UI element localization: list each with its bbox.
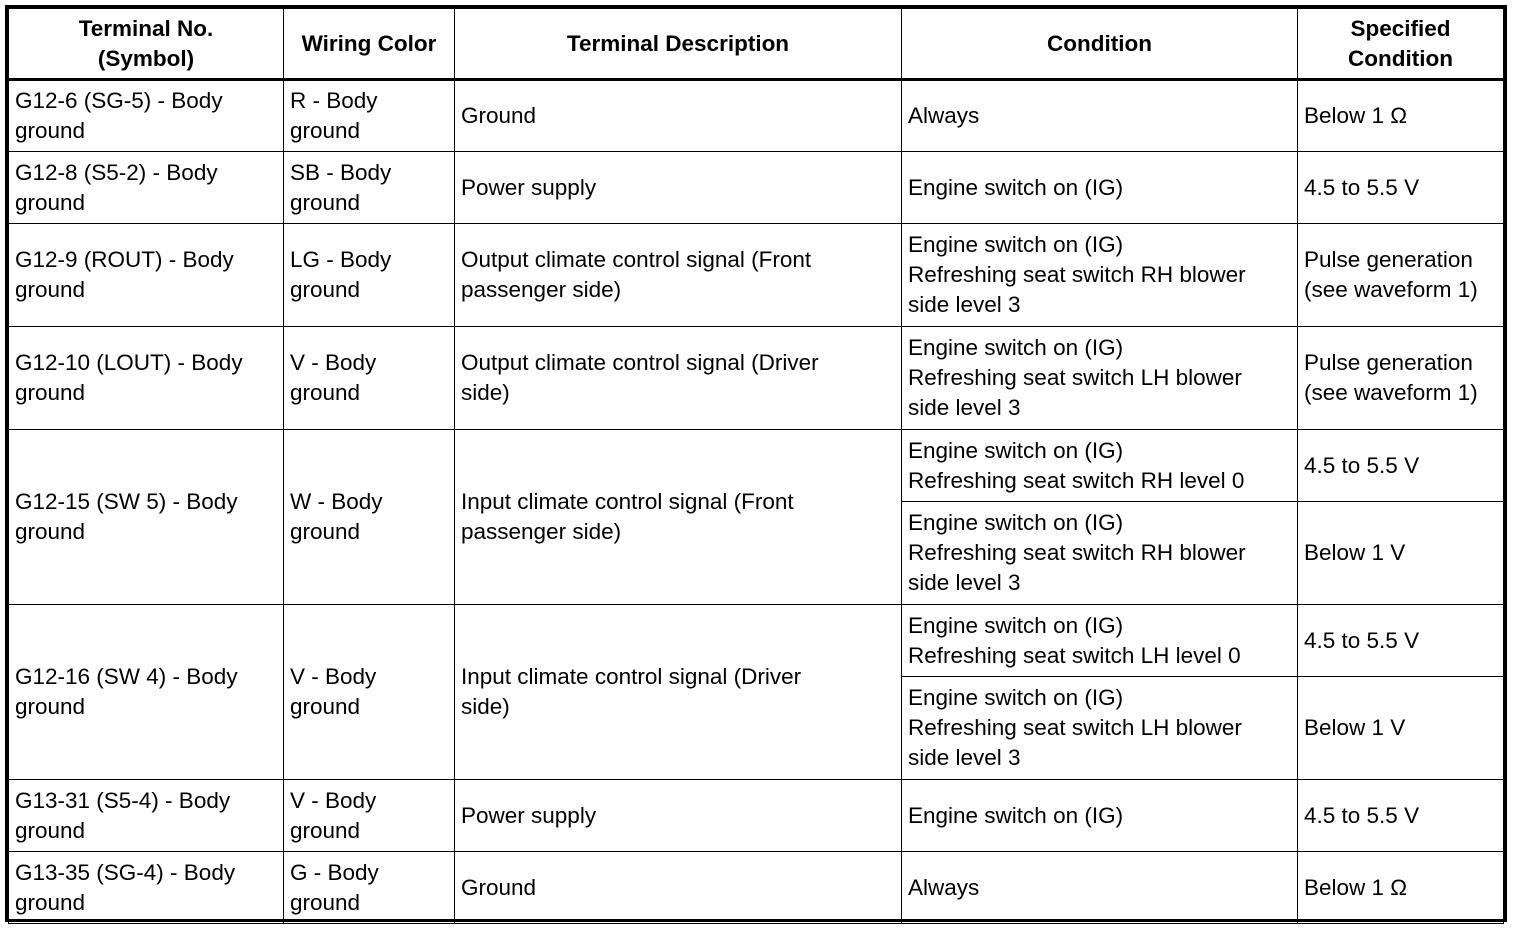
description-cell: Ground [455, 852, 902, 924]
header-specified-condition: Specified Condition [1298, 9, 1504, 80]
description-cell: Output climate control signal (Front passenger side) [455, 224, 902, 327]
terminal-cell: G12-8 (S5-2) - Body ground [9, 152, 284, 224]
description-cell: Power supply [455, 780, 902, 852]
terminal-cell: G12-16 (SW 4) - Body ground [9, 605, 284, 780]
wiring-color-cell: V - Body ground [284, 327, 455, 430]
table-row [9, 327, 1504, 430]
description-cell: Output climate control signal (Driver side) [455, 327, 902, 430]
header-condition: Condition [902, 9, 1298, 80]
condition-cell: Engine switch on (IG) Refreshing seat switch LH blower side level 3 [902, 677, 1298, 780]
specified-condition-cell: 4.5 to 5.5 V [1298, 152, 1504, 224]
condition-cell: Always [902, 852, 1298, 924]
condition-cell: Engine switch on (IG) Refreshing seat switch RH blower side level 3 [902, 224, 1298, 327]
specified-condition-cell: 4.5 to 5.5 V [1298, 605, 1504, 677]
wiring-color-cell: SB - Body ground [284, 152, 455, 224]
table-row [9, 605, 1504, 677]
wiring-color-cell: V - Body ground [284, 605, 455, 780]
condition-cell: Engine switch on (IG) [902, 780, 1298, 852]
table-row [9, 430, 1504, 502]
terminal-cell: G13-31 (S5-4) - Body ground [9, 780, 284, 852]
terminal-cell: G12-15 (SW 5) - Body ground [9, 430, 284, 605]
specified-condition-cell: Below 1 Ω [1298, 852, 1504, 924]
specified-condition-cell: 4.5 to 5.5 V [1298, 430, 1504, 502]
header-row [9, 9, 1504, 80]
terminal-cell: G12-10 (LOUT) - Body ground [9, 327, 284, 430]
condition-cell: Always [902, 80, 1298, 152]
specified-condition-cell: Pulse generation (see waveform 1) [1298, 224, 1504, 327]
description-cell: Ground [455, 80, 902, 152]
specified-condition-cell: 4.5 to 5.5 V [1298, 780, 1504, 852]
condition-cell: Engine switch on (IG) Refreshing seat switch LH blower side level 3 [902, 327, 1298, 430]
header-terminal-description: Terminal Description [455, 9, 902, 80]
terminal-cell: G12-9 (ROUT) - Body ground [9, 224, 284, 327]
specified-condition-cell: Below 1 Ω [1298, 80, 1504, 152]
table-row [9, 80, 1504, 152]
wiring-color-cell: W - Body ground [284, 430, 455, 605]
specified-condition-cell: Pulse generation (see waveform 1) [1298, 327, 1504, 430]
terminal-table-frame [5, 5, 1507, 922]
wiring-color-cell: LG - Body ground [284, 224, 455, 327]
header-wiring-color: Wiring Color [284, 9, 455, 80]
terminal-spec-table [8, 8, 1504, 924]
condition-cell: Engine switch on (IG) Refreshing seat switch RH level 0 [902, 430, 1298, 502]
terminal-cell: G12-6 (SG-5) - Body ground [9, 80, 284, 152]
condition-cell: Engine switch on (IG) [902, 152, 1298, 224]
table-row [9, 152, 1504, 224]
description-cell: Input climate control signal (Front passenger side) [455, 430, 902, 605]
condition-cell: Engine switch on (IG) Refreshing seat switch LH level 0 [902, 605, 1298, 677]
wiring-color-cell: V - Body ground [284, 780, 455, 852]
wiring-color-cell: R - Body ground [284, 80, 455, 152]
table-row [9, 780, 1504, 852]
header-terminal-no: Terminal No. (Symbol) [9, 9, 284, 80]
specified-condition-cell: Below 1 V [1298, 677, 1504, 780]
specified-condition-cell: Below 1 V [1298, 502, 1504, 605]
wiring-color-cell: G - Body ground [284, 852, 455, 924]
terminal-cell: G13-35 (SG-4) - Body ground [9, 852, 284, 924]
description-cell: Power supply [455, 152, 902, 224]
table-row [9, 852, 1504, 924]
table-row [9, 224, 1504, 327]
description-cell: Input climate control signal (Driver side) [455, 605, 902, 780]
condition-cell: Engine switch on (IG) Refreshing seat switch RH blower side level 3 [902, 502, 1298, 605]
